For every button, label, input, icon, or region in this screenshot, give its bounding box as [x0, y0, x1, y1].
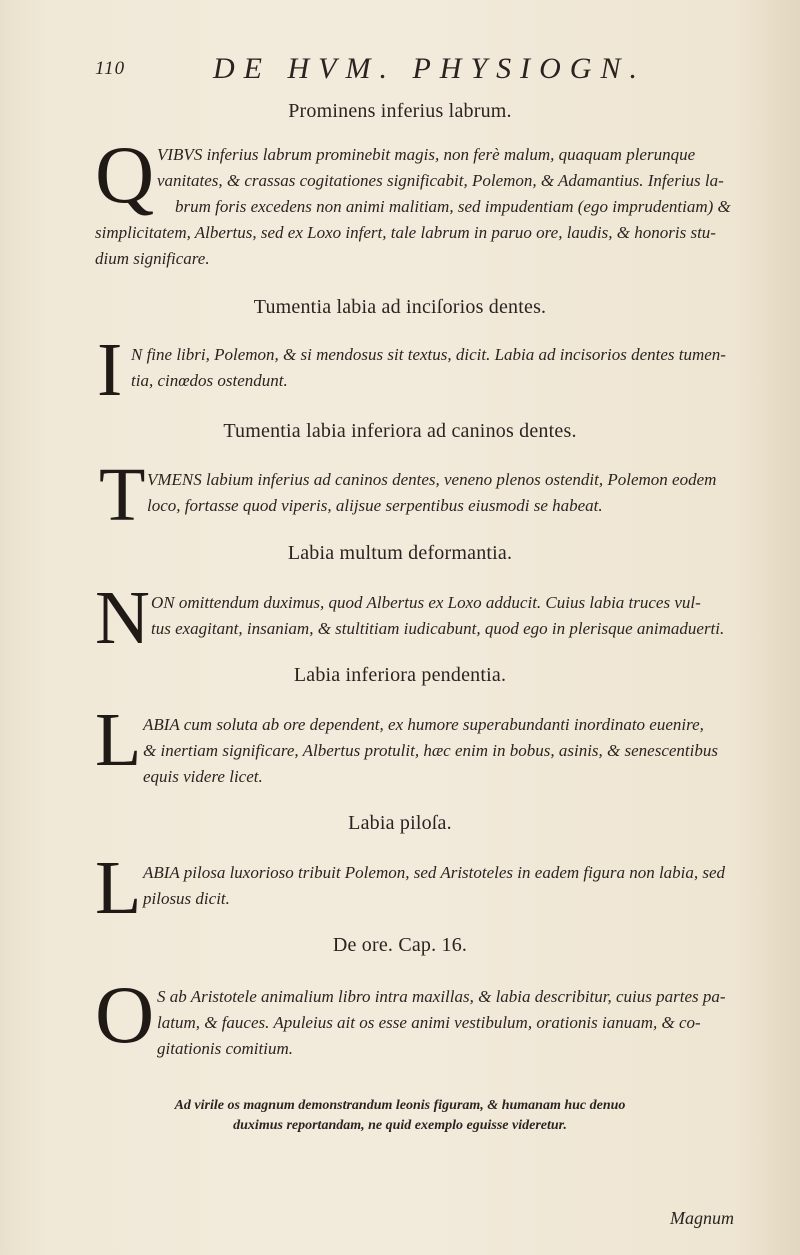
- drop-initial: L: [95, 698, 142, 782]
- text-line: loco, fortasse quod viperis, alijsue serpentibus eiusmodi se habeat.: [147, 496, 603, 515]
- text-line: ABIA pilosa luxorioso tribuit Polemon, sed Aristoteles in eadem figura non labia, sed: [143, 863, 726, 882]
- drop-initial: L: [95, 846, 142, 930]
- section-heading: Tumentia labia ad inciſorios dentes.: [253, 296, 547, 318]
- section-paragraph: [95, 453, 785, 585]
- text-line: latum, & fauces. Apuleius ait os esse animi vestibulum, orationis ianuam, & co-: [157, 1013, 701, 1032]
- caption-line: duximus reportandam, ne quid exemplo eguisse videretur.: [233, 1118, 567, 1133]
- page-number: 110: [95, 58, 126, 79]
- section-heading: Labia piloſa.: [348, 812, 452, 834]
- section-paragraph: [95, 846, 785, 978]
- drop-initial: Q: [95, 129, 155, 220]
- text-line: VIBVS inferius labrum prominebit magis, non ferè malum, quaquam plerunque: [157, 145, 696, 164]
- drop-initial: N: [95, 576, 150, 660]
- running-title: DE HVM. PHYSIOGN.: [213, 52, 646, 85]
- section-heading: Labia multum deformantia.: [287, 542, 513, 564]
- drop-initial: T: [99, 453, 146, 537]
- catchword: Magnum: [670, 1208, 734, 1228]
- text-line: N fine libri, Polemon, & si mendosus sit textus, dicit. Labia ad incisorios dentes tumen-: [131, 345, 726, 364]
- drop-initial: O: [95, 969, 155, 1060]
- text-line: S ab Aristotele animalium libro intra maxillas, & labia describitur, cuius partes pa-: [157, 987, 726, 1006]
- caption-line: Ad virile os magnum demonstrandum leonis figuram, & humanam huc denuo: [174, 1098, 626, 1113]
- section-heading: De ore. Cap. 16.: [332, 934, 468, 956]
- text-line: & inertiam significare, Albertus protulit, hæc enim in bobus, asinis, & senescentibus: [143, 741, 718, 760]
- text-line: VMENS labium inferius ad caninos dentes, veneno plenos ostendit, Polemon eodem: [147, 470, 717, 489]
- section-paragraph: [95, 576, 785, 708]
- text-line: vanitates, & crassas cogitationes significabit, Polemon, & Adamantius. Inferius la-: [157, 171, 724, 190]
- section-heading: Labia inferiora pendentia.: [293, 664, 507, 686]
- drop-initial: I: [97, 328, 123, 412]
- section-paragraph: [95, 969, 785, 1102]
- text-line: ON omittendum duximus, quod Albertus ex Loxo adducit. Cuius labia truces vul-: [151, 593, 701, 612]
- text-line: brum foris excedens non animi malitiam, sed impudentiam (ego imprudentiam) &: [175, 197, 731, 216]
- running-head: [95, 52, 745, 88]
- section-heading: Tumentia labia inferiora ad caninos dentes.: [223, 420, 577, 442]
- text-line: simplicitatem, Albertus, sed ex Loxo infert, tale labrum in paruo ore, laudis, & honoris stu-: [95, 223, 716, 242]
- text-line: equis videre licet.: [143, 767, 263, 786]
- text-line: dium significare.: [95, 249, 210, 268]
- text-line: gitationis comitium.: [157, 1039, 293, 1058]
- text-line: tus exagitant, insaniam, & stultitiam iudicabunt, quod ego in plerisque animaduerti.: [151, 619, 725, 638]
- section-heading: Prominens inferius labrum.: [288, 100, 512, 122]
- text-line: tia, cinœdos ostendunt.: [131, 371, 288, 390]
- section-paragraph: [95, 129, 785, 268]
- text-line: ABIA cum soluta ab ore dependent, ex humore superabundanti inordinato euenire,: [143, 715, 704, 734]
- text-line: pilosus dicit.: [143, 889, 230, 908]
